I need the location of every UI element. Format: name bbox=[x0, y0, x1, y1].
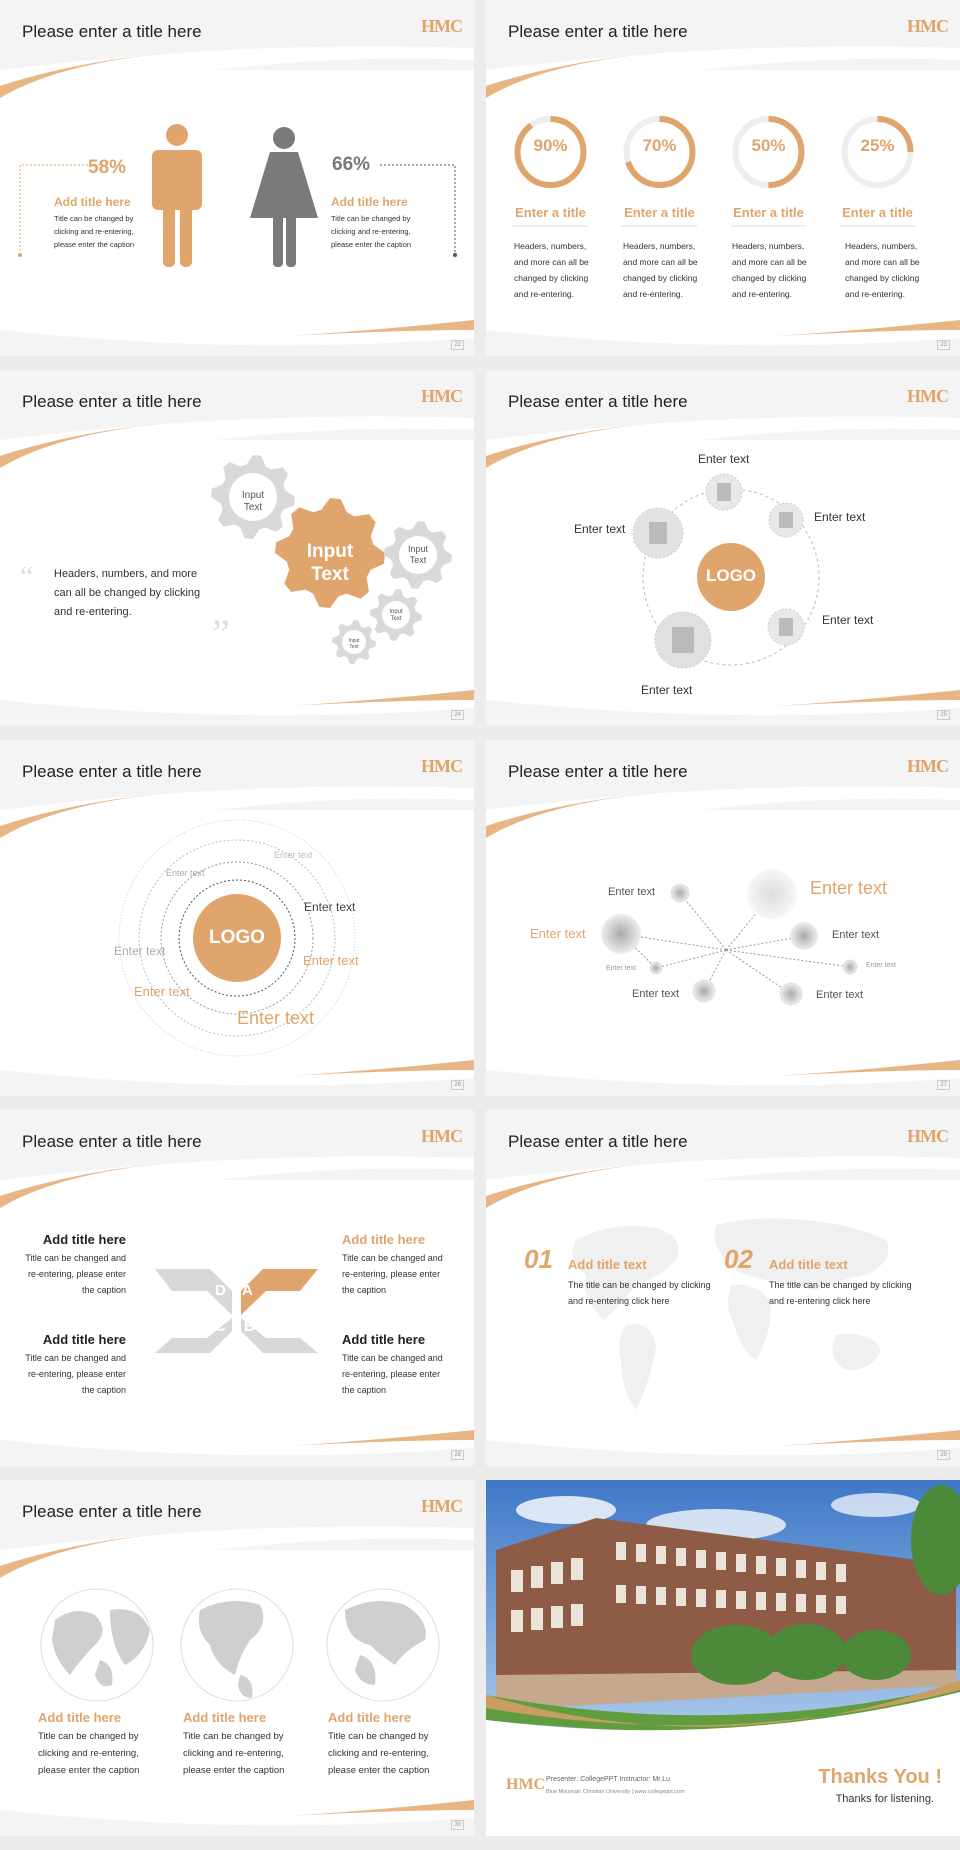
number-02: 02 bbox=[724, 1244, 753, 1274]
globe-1-caption: Title can be changed by clicking and re-entering, please enter the caption bbox=[38, 1731, 140, 1776]
slide-22 bbox=[0, 0, 474, 356]
ring-label-7: Enter text bbox=[237, 1008, 315, 1028]
node-label-right-bottom: Enter text bbox=[822, 613, 874, 627]
university-line: Blue Mountain Christian University | www.collegeppt.com bbox=[546, 1789, 685, 1795]
slide-25 bbox=[486, 370, 960, 726]
block-caption-br: Title can be changed and re-entering, please enter the caption bbox=[342, 1353, 443, 1395]
slide-title: Please enter a title here bbox=[22, 392, 202, 411]
slide-30 bbox=[0, 1480, 474, 1836]
gear-label-main: Input Text bbox=[306, 541, 354, 585]
ring-label-1: 90% bbox=[533, 136, 568, 155]
gear-label-top: Input Text bbox=[241, 490, 265, 513]
slide-24 bbox=[0, 370, 474, 726]
globe-3-title: Add title here bbox=[328, 1710, 412, 1725]
male-figure-icon bbox=[152, 124, 202, 267]
column-title-2: Enter a title bbox=[624, 205, 695, 220]
page-number: 22 bbox=[451, 340, 464, 350]
node-label-top: Enter text bbox=[698, 452, 750, 466]
gear-label-right: Input Text bbox=[407, 544, 429, 565]
brand-logo: HMC bbox=[421, 386, 462, 406]
ring-label-6: Enter text bbox=[134, 984, 190, 999]
cycle-diagram bbox=[486, 370, 960, 726]
page-number: 25 bbox=[937, 710, 950, 720]
center-logo-text: LOGO bbox=[705, 566, 757, 585]
item-2-title: Add title text bbox=[769, 1257, 848, 1272]
globes bbox=[0, 1480, 474, 1836]
ring-label-3: 50% bbox=[751, 136, 786, 155]
presenter-line: Presenter: CollegePPT Instructor: Mr.Lu bbox=[546, 1776, 670, 1783]
block-title-bl: Add title here bbox=[42, 1332, 126, 1347]
node-2-icon bbox=[769, 503, 803, 537]
slide-thanks bbox=[486, 1480, 960, 1836]
slide-title: Please enter a title here bbox=[22, 1502, 202, 1521]
network-node bbox=[780, 983, 802, 1005]
node-4-icon bbox=[768, 609, 804, 645]
slide-title: Please enter a title here bbox=[22, 1132, 202, 1151]
male-percent: 58% bbox=[88, 157, 127, 178]
node-1-icon bbox=[706, 474, 742, 510]
node-label-3: Enter text bbox=[530, 926, 586, 941]
slide-title: Please enter a title here bbox=[22, 762, 202, 781]
letter-a: A bbox=[242, 1282, 253, 1299]
page-number: 29 bbox=[937, 1450, 950, 1460]
close-quote-icon: ” bbox=[212, 611, 230, 656]
ring-label-2: 70% bbox=[642, 136, 677, 155]
network-node bbox=[843, 960, 857, 974]
female-figure-icon bbox=[250, 127, 318, 267]
slide-23 bbox=[486, 0, 960, 356]
page-number: 28 bbox=[451, 1450, 464, 1460]
network-node bbox=[790, 922, 818, 950]
page-number: 26 bbox=[451, 1080, 464, 1090]
female-percent: 66% bbox=[332, 154, 371, 175]
page-number: 24 bbox=[451, 710, 464, 720]
network-node bbox=[693, 980, 715, 1002]
brand-logo: HMC bbox=[907, 756, 948, 776]
node-label-2: Enter text bbox=[810, 878, 888, 898]
ring-label-2: Enter text bbox=[166, 868, 205, 878]
brand-logo: HMC bbox=[421, 1496, 462, 1516]
brand-logo: HMC bbox=[421, 756, 462, 776]
brand-logo: HMC bbox=[907, 386, 948, 406]
node-3-icon bbox=[633, 508, 683, 558]
concentric-diagram bbox=[0, 740, 474, 1096]
network-node bbox=[747, 869, 797, 919]
node-label-7: Enter text bbox=[632, 988, 680, 1000]
page-number: 27 bbox=[937, 1080, 950, 1090]
network-diagram bbox=[486, 740, 960, 1096]
column-body-3: Headers, numbers, and more can all be changed by clicking and re-entering. bbox=[732, 241, 807, 299]
globe-3-icon bbox=[327, 1589, 439, 1701]
node-label-5: Enter text bbox=[606, 965, 636, 972]
block-caption-tr: Title can be changed and re-entering, please enter the caption bbox=[342, 1253, 443, 1295]
gear-label-tiny: Input Text bbox=[348, 638, 360, 650]
column-body-2: Headers, numbers, and more can all be changed by clicking and re-entering. bbox=[623, 241, 698, 299]
brand-logo: HMC bbox=[907, 1126, 948, 1146]
slide-26 bbox=[0, 740, 474, 1096]
globe-2-caption: Title can be changed by clicking and re-entering, please enter the caption bbox=[183, 1731, 285, 1776]
slide-28 bbox=[0, 1110, 474, 1466]
right-title: Add title here bbox=[331, 195, 408, 209]
network-node bbox=[650, 962, 662, 974]
left-title: Add title here bbox=[54, 195, 131, 209]
slide-29 bbox=[486, 1110, 960, 1466]
slide-title: Please enter a title here bbox=[508, 1132, 688, 1151]
open-quote-icon: “ bbox=[20, 560, 34, 593]
network-node bbox=[601, 914, 641, 954]
node-label-1: Enter text bbox=[608, 886, 656, 898]
column-body-4: Headers, numbers, and more can all be changed by clicking and re-entering. bbox=[845, 241, 920, 299]
progress-rings bbox=[486, 0, 960, 356]
node-label-6: Enter text bbox=[866, 962, 896, 969]
slide-title: Please enter a title here bbox=[508, 22, 688, 41]
ring-label-5: Enter text bbox=[303, 953, 359, 968]
node-label-bottom: Enter text bbox=[641, 683, 693, 697]
item-1-title: Add title text bbox=[568, 1257, 647, 1272]
node-label-right-top: Enter text bbox=[814, 510, 866, 524]
letter-d: D bbox=[215, 1282, 226, 1299]
block-caption-tl: Title can be changed and re-entering, please enter the caption bbox=[25, 1253, 126, 1295]
column-title-4: Enter a title bbox=[842, 205, 913, 220]
globe-2-icon bbox=[181, 1589, 293, 1701]
globe-1-title: Add title here bbox=[38, 1710, 122, 1725]
network-node bbox=[671, 884, 689, 902]
gender-infographic bbox=[0, 0, 474, 356]
center-logo-text: LOGO bbox=[209, 927, 265, 948]
brand-logo: HMC bbox=[421, 16, 462, 36]
item-1-body: The title can be changed by clicking and re-entering click here bbox=[568, 1280, 711, 1306]
footer-logo: HMC bbox=[506, 1776, 546, 1793]
gear-label-small: Input Text bbox=[389, 609, 403, 622]
ring-label-1: Enter text bbox=[274, 850, 313, 860]
quote-text: Headers, numbers, and more can all be changed by clicking and re-entering. bbox=[54, 568, 201, 618]
slide-title: Please enter a title here bbox=[22, 22, 202, 41]
brand-logo: HMC bbox=[907, 16, 948, 36]
brand-logo: HMC bbox=[421, 1126, 462, 1146]
left-caption: Title can be changed by clicking and re-entering, please enter the caption bbox=[54, 214, 135, 249]
right-caption: Title can be changed by clicking and re-entering, please enter the caption bbox=[331, 214, 412, 249]
letter-c: C bbox=[215, 1318, 226, 1335]
slide-title: Please enter a title here bbox=[508, 762, 688, 781]
block-caption-bl: Title can be changed and re-entering, please enter the caption bbox=[25, 1353, 126, 1395]
globe-1-icon bbox=[41, 1589, 153, 1701]
ring-label-4: Enter text bbox=[114, 944, 166, 958]
block-title-tr: Add title here bbox=[342, 1232, 426, 1247]
column-body-1: Headers, numbers, and more can all be changed by clicking and re-entering. bbox=[514, 241, 589, 299]
ring-label-4: 25% bbox=[860, 136, 895, 155]
thanks-subtitle: Thanks for listening. bbox=[835, 1793, 934, 1805]
block-title-br: Add title here bbox=[342, 1332, 426, 1347]
node-label-left: Enter text bbox=[574, 522, 626, 536]
node-5-icon bbox=[655, 612, 711, 668]
globe-2-title: Add title here bbox=[183, 1710, 267, 1725]
letter-b: B bbox=[244, 1318, 255, 1335]
column-title-3: Enter a title bbox=[733, 205, 804, 220]
item-2-body: The title can be changed by clicking and re-entering click here bbox=[769, 1280, 912, 1306]
number-01: 01 bbox=[524, 1244, 553, 1274]
node-label-4: Enter text bbox=[832, 929, 880, 941]
column-title-1: Enter a title bbox=[515, 205, 586, 220]
thanks-heading: Thanks You ! bbox=[818, 1766, 942, 1788]
page-number: 30 bbox=[451, 1820, 464, 1830]
ring-label-3: Enter text bbox=[304, 900, 356, 914]
page-number: 23 bbox=[937, 340, 950, 350]
slide-27 bbox=[486, 740, 960, 1096]
globe-3-caption: Title can be changed by clicking and re-entering, please enter the caption bbox=[328, 1731, 430, 1776]
slide-title: Please enter a title here bbox=[508, 392, 688, 411]
node-label-8: Enter text bbox=[816, 989, 864, 1001]
block-title-tl: Add title here bbox=[42, 1232, 126, 1247]
